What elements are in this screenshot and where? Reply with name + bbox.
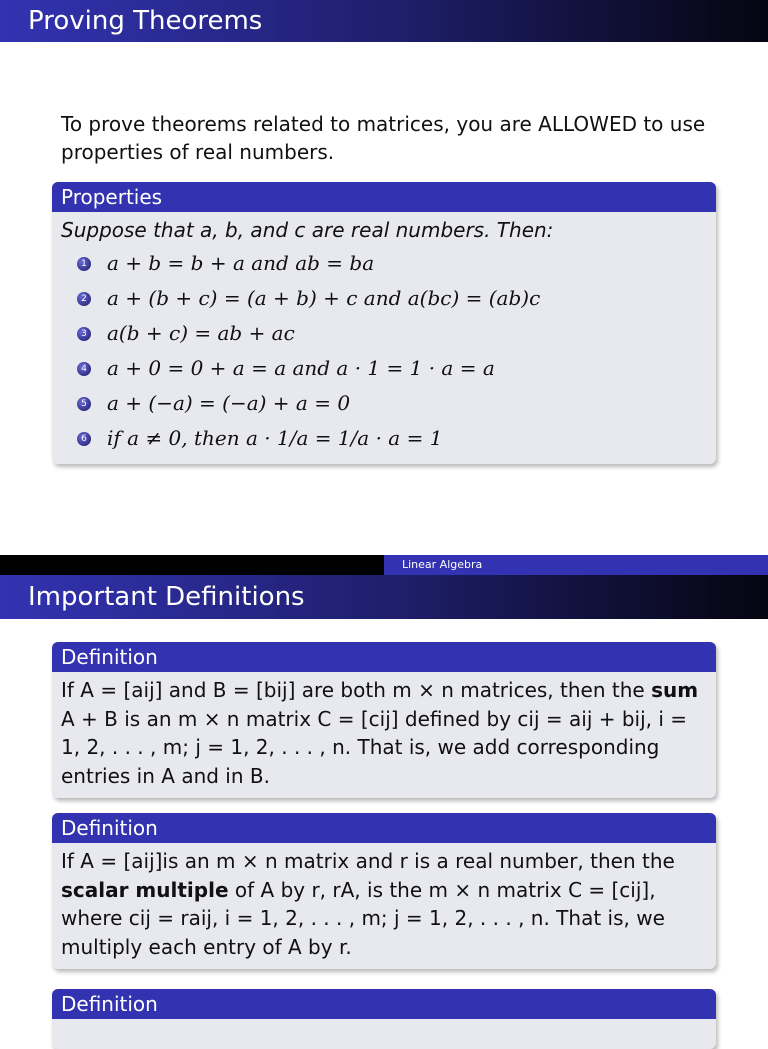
- numbered-bullet-icon: 6: [77, 432, 91, 446]
- slide-title: Proving Theorems: [0, 0, 768, 42]
- properties-block-title: Properties: [52, 182, 716, 212]
- list-item: [61, 316, 707, 351]
- definition-block-sum: [52, 642, 716, 798]
- list-item: [61, 421, 707, 456]
- definition-text: of A by r, rA, is the m × n matrix C = [cij], where cij = raij, i = 1, 2, . . . , m; j = 1, 2, . . . , n. That is, we multiply each entry of A by r.: [61, 877, 665, 959]
- properties-list: [61, 246, 707, 456]
- definition-text: A + B is an m × n matrix C = [cij] defined by cij = aij + bij, i = 1, 2, . . . , m; j = 1, 2, . . . , n. That is, we add corresponding entries in A and in B.: [61, 706, 688, 788]
- numbered-bullet-icon: 4: [77, 362, 91, 376]
- property-text: a(b + c) = ab + ac: [107, 321, 295, 345]
- numbered-bullet-icon: 1: [77, 257, 91, 271]
- numbered-bullet-icon: 2: [77, 292, 91, 306]
- definition-text: If A = [aij]is an m × n matrix and r is a real number, then the: [61, 849, 675, 873]
- definition-body: [52, 672, 716, 798]
- definition-block-title: Definition: [52, 989, 716, 1019]
- definition-block-scalar: [52, 813, 716, 969]
- property-text: a + (b + c) = (a + b) + c and a(bc) = (ab)c: [107, 286, 541, 310]
- defined-term: sum: [651, 678, 699, 702]
- list-item: [61, 246, 707, 281]
- properties-block: [52, 182, 716, 464]
- slide-footer: [0, 555, 768, 575]
- footer-course-title: Linear Algebra: [384, 555, 768, 575]
- properties-block-body: [52, 212, 716, 464]
- properties-lead: Suppose that a, b, and c are real numbers. Then:: [61, 218, 554, 242]
- list-item: [61, 351, 707, 386]
- numbered-bullet-icon: 5: [77, 397, 91, 411]
- slide-title: Important Definitions: [0, 575, 768, 619]
- property-text: if a ≠ 0, then a · 1/a = 1/a · a = 1: [107, 426, 443, 450]
- definition-block-partial: [52, 989, 716, 1049]
- definition-block-title: Definition: [52, 642, 716, 672]
- list-item: [61, 281, 707, 316]
- numbered-bullet-icon: 3: [77, 327, 91, 341]
- definition-body: [52, 843, 716, 969]
- list-item: [61, 386, 707, 421]
- definition-block-title: Definition: [52, 813, 716, 843]
- defined-term: scalar multiple: [61, 877, 229, 902]
- property-text: a + b = b + a and ab = ba: [107, 251, 375, 275]
- definition-text: If A = [aij] and B = [bij] are both m × n matrices, then the: [61, 678, 652, 702]
- intro-paragraph: To prove theorems related to matrices, you are ALLOWED to use properties of real numbers.: [61, 112, 706, 164]
- property-text: a + 0 = 0 + a = a and a · 1 = 1 · a = a: [107, 356, 495, 380]
- property-text: a + (−a) = (−a) + a = 0: [107, 391, 351, 415]
